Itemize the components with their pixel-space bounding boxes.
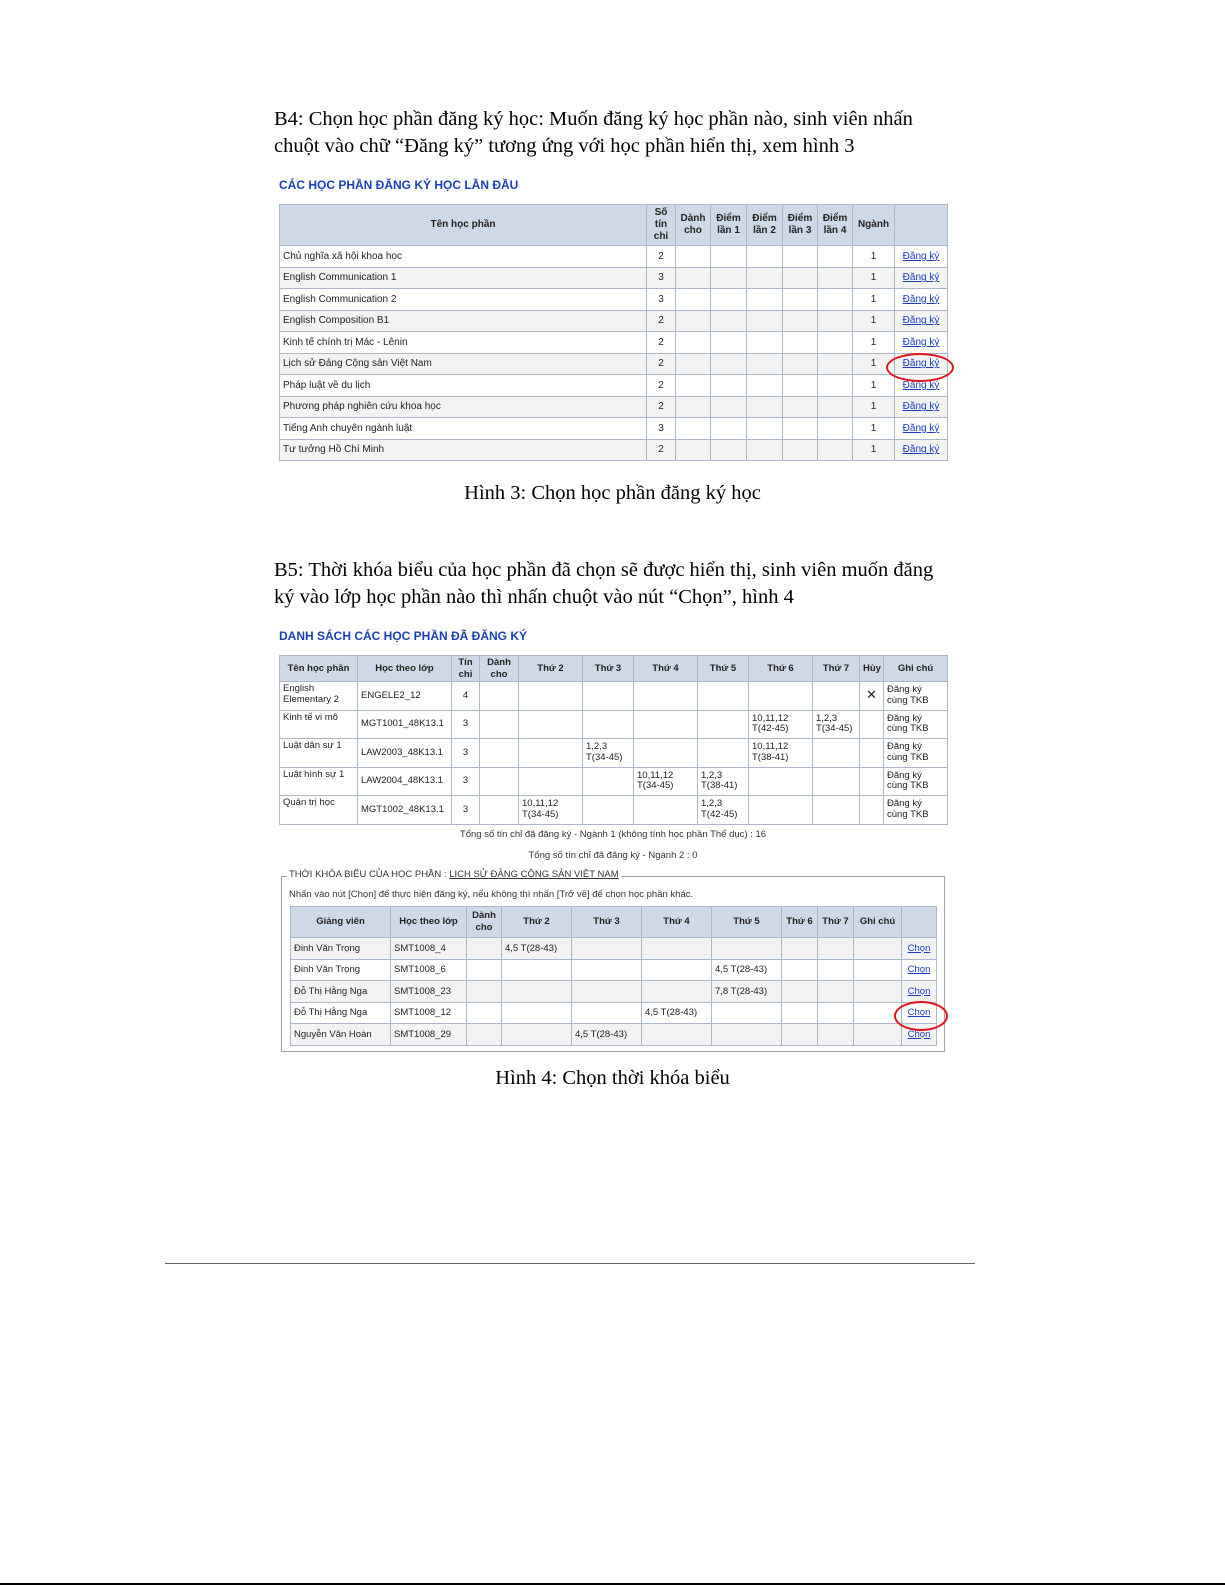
- empty-cell: [747, 418, 783, 440]
- table-header-row: [291, 907, 937, 938]
- day-cell-sat: [813, 767, 860, 796]
- schedule-legend: [287, 869, 621, 880]
- day-cell-thu: [712, 938, 782, 960]
- day-cell-tue: [572, 959, 642, 981]
- schedule-table: [290, 906, 937, 1046]
- day-cell-tue: 4,5 T(28-43): [572, 1024, 642, 1046]
- day-cell-thu: [698, 682, 749, 711]
- course-name-cell: English Communication 1: [280, 267, 647, 289]
- action-cell: [895, 267, 948, 289]
- lecturer-cell: Đinh Văn Trọng: [291, 959, 391, 981]
- day-cell-thu: 7,8 T(28-43): [712, 981, 782, 1003]
- credits-cell: 2: [647, 375, 676, 397]
- register-link[interactable]: Đăng ký: [902, 401, 940, 413]
- for-cell: [480, 796, 519, 825]
- course-name-cell: Luật hình sự 1: [280, 767, 358, 796]
- empty-cell: [676, 396, 711, 418]
- table-header-row: [280, 656, 948, 682]
- col-score-4: Điểm lần 4: [818, 205, 853, 246]
- choose-link[interactable]: Chọn: [907, 964, 931, 976]
- empty-cell: [854, 959, 902, 981]
- empty-cell: [783, 439, 818, 461]
- course-name-cell: Phương pháp nghiên cứu khoa học: [280, 396, 647, 418]
- day-cell-fri: 10,11,12 T(38-41): [749, 739, 813, 768]
- choose-link[interactable]: Chọn: [907, 1028, 931, 1040]
- step5-paragraph: [274, 557, 954, 611]
- table-row: [280, 418, 948, 440]
- empty-cell: [818, 396, 853, 418]
- note-cell: Đăng ký cùng TKB: [884, 767, 948, 796]
- major-cell: 1: [853, 246, 895, 268]
- day-cell-sat: [813, 739, 860, 768]
- major-cell: 1: [853, 375, 895, 397]
- action-cell: [895, 353, 948, 375]
- credits-cell: 2: [647, 332, 676, 354]
- empty-cell: [711, 375, 747, 397]
- for-cell: [480, 710, 519, 739]
- cancel-icon[interactable]: ✕: [866, 686, 877, 702]
- table-row: [280, 246, 948, 268]
- empty-cell: [818, 289, 853, 311]
- table-row: [280, 439, 948, 461]
- empty-cell: [783, 267, 818, 289]
- register-link[interactable]: Đăng ký: [902, 315, 940, 327]
- class-cell: SMT1008_4: [391, 938, 467, 960]
- empty-cell: [818, 1024, 854, 1046]
- col-lecturer: Giảng viên: [291, 907, 391, 938]
- empty-cell: [747, 396, 783, 418]
- col-action: [895, 205, 948, 246]
- col-cancel: Hủy: [860, 656, 884, 682]
- empty-cell: [818, 246, 853, 268]
- col-thursday: Thứ 5: [712, 907, 782, 938]
- empty-cell: [782, 1002, 818, 1024]
- empty-cell: [711, 418, 747, 440]
- empty-cell: [782, 981, 818, 1003]
- credits-cell: 3: [452, 739, 480, 768]
- empty-cell: [818, 353, 853, 375]
- day-cell-wed: 10,11,12 T(34-45): [634, 767, 698, 796]
- empty-cell: [783, 310, 818, 332]
- for-cell: [480, 739, 519, 768]
- col-note: Ghi chú: [884, 656, 948, 682]
- empty-cell: [676, 267, 711, 289]
- col-saturday: Thứ 7: [813, 656, 860, 682]
- action-cell: [895, 396, 948, 418]
- empty-cell: [711, 332, 747, 354]
- cancel-cell: [860, 739, 884, 768]
- action-cell: [902, 981, 937, 1003]
- day-cell-thu: 1,2,3 T(38-41): [698, 767, 749, 796]
- class-cell: MGT1002_48K13.1: [358, 796, 452, 825]
- day-cell-wed: [642, 959, 712, 981]
- empty-cell: [747, 289, 783, 311]
- for-cell: [480, 682, 519, 711]
- note-cell: Đăng ký cùng TKB: [884, 739, 948, 768]
- choose-link[interactable]: Chọn: [907, 942, 931, 954]
- empty-cell: [747, 310, 783, 332]
- note-cell: Đăng ký cùng TKB: [884, 796, 948, 825]
- registered-courses-table: [279, 655, 948, 825]
- action-cell: [902, 1024, 937, 1046]
- empty-cell: [818, 1002, 854, 1024]
- empty-cell: [747, 332, 783, 354]
- class-cell: SMT1008_29: [391, 1024, 467, 1046]
- empty-cell: [711, 396, 747, 418]
- class-cell: ENGELE2_12: [358, 682, 452, 711]
- major-cell: 1: [853, 332, 895, 354]
- credits-cell: 2: [647, 353, 676, 375]
- credits-cell: 3: [647, 418, 676, 440]
- day-cell-tue: [572, 1002, 642, 1024]
- choose-link[interactable]: Chọn: [907, 1007, 931, 1019]
- col-friday: Thứ 6: [749, 656, 813, 682]
- major-cell: 1: [853, 439, 895, 461]
- day-cell-mon: [519, 710, 583, 739]
- day-cell-tue: [583, 796, 634, 825]
- empty-cell: [783, 289, 818, 311]
- table-row: [280, 353, 948, 375]
- day-cell-tue: [583, 767, 634, 796]
- for-cell: [467, 959, 502, 981]
- lecturer-cell: Nguyễn Văn Hoàn: [291, 1024, 391, 1046]
- credits-cell: 2: [647, 310, 676, 332]
- class-cell: SMT1008_6: [391, 959, 467, 981]
- day-cell-mon: [502, 959, 572, 981]
- total-credits-major1: Tổng số tín chỉ đã đăng ký - Ngành 1 (không tính học phần Thể dục) : 16: [459, 829, 767, 840]
- schedule-legend-prefix: THỜI KHÓA BIỂU CỦA HỌC PHẦN :: [289, 869, 450, 880]
- action-cell: [895, 332, 948, 354]
- col-tuesday: Thứ 3: [583, 656, 634, 682]
- table-row: [280, 375, 948, 397]
- table-row: [280, 289, 948, 311]
- register-link[interactable]: Đăng ký: [902, 379, 940, 391]
- empty-cell: [783, 418, 818, 440]
- col-credits: Số tín chỉ: [647, 205, 676, 246]
- col-for: Dành cho: [467, 907, 502, 938]
- table-row: [280, 332, 948, 354]
- col-for: Dành cho: [676, 205, 711, 246]
- empty-cell: [747, 267, 783, 289]
- empty-cell: [854, 1024, 902, 1046]
- empty-cell: [782, 938, 818, 960]
- empty-cell: [711, 310, 747, 332]
- col-for: Dành cho: [480, 656, 519, 682]
- day-cell-wed: [634, 710, 698, 739]
- empty-cell: [818, 418, 853, 440]
- day-cell-wed: 4,5 T(28-43): [642, 1002, 712, 1024]
- empty-cell: [747, 353, 783, 375]
- credits-cell: 3: [452, 710, 480, 739]
- step4-line2: chuột vào chữ “Đăng ký” tương ứng với học phần hiển thị, xem hình 3: [274, 135, 855, 157]
- step4-paragraph: [274, 106, 954, 160]
- figure3-title: CÁC HỌC PHẦN ĐĂNG KÝ HỌC LẦN ĐẦU: [279, 178, 519, 192]
- col-course-name: Tên học phần: [280, 205, 647, 246]
- day-cell-sat: 1,2,3 T(34-45): [813, 710, 860, 739]
- empty-cell: [676, 289, 711, 311]
- cancel-cell: [860, 767, 884, 796]
- table-row: [280, 710, 948, 739]
- lecturer-cell: Đỗ Thị Hằng Nga: [291, 1002, 391, 1024]
- empty-cell: [747, 375, 783, 397]
- footer-divider: [165, 1263, 975, 1264]
- major-cell: 1: [853, 289, 895, 311]
- col-thursday: Thứ 5: [698, 656, 749, 682]
- col-score-2: Điểm lần 2: [747, 205, 783, 246]
- note-cell: Đăng ký cùng TKB: [884, 710, 948, 739]
- day-cell-sat: [813, 796, 860, 825]
- step5-line1: B5: Thời khóa biểu của học phần đã chọn sẽ được hiển thị, sinh viên muốn đăng: [274, 559, 934, 581]
- day-cell-tue: [583, 710, 634, 739]
- course-name-cell: Luật dân sự 1: [280, 739, 358, 768]
- col-class: Học theo lớp: [391, 907, 467, 938]
- empty-cell: [854, 1002, 902, 1024]
- col-credits: Tín chỉ: [452, 656, 480, 682]
- credits-cell: 2: [647, 246, 676, 268]
- table-row: [280, 310, 948, 332]
- empty-cell: [747, 439, 783, 461]
- empty-cell: [818, 439, 853, 461]
- total-credits-major2: Tổng số tín chỉ đã đăng ký - Ngành 2 : 0: [528, 850, 698, 861]
- col-tuesday: Thứ 3: [572, 907, 642, 938]
- action-cell: [895, 439, 948, 461]
- for-cell: [480, 767, 519, 796]
- course-name-cell: English Elementary 2: [280, 682, 358, 711]
- credits-cell: 3: [452, 796, 480, 825]
- step5-line2: ký vào lớp học phần nào thì nhấn chuột vào nút “Chọn”, hình 4: [274, 586, 794, 608]
- empty-cell: [782, 959, 818, 981]
- day-cell-thu: [698, 710, 749, 739]
- register-link[interactable]: Đăng ký: [902, 336, 940, 348]
- schedule-hint: Nhấn vào nút [Chọn] để thực hiện đăng ký, nếu không thì nhấn [Trở về] để chọn học phần khác.: [289, 889, 694, 900]
- empty-cell: [711, 289, 747, 311]
- day-cell-mon: [519, 739, 583, 768]
- table-row: [291, 1002, 937, 1024]
- action-cell: [895, 418, 948, 440]
- action-cell: [895, 289, 948, 311]
- for-cell: [467, 938, 502, 960]
- course-name-cell: English Composition B1: [280, 310, 647, 332]
- day-cell-tue: [583, 682, 634, 711]
- day-cell-sat: [813, 682, 860, 711]
- day-cell-mon: 10,11,12 T(34-45): [519, 796, 583, 825]
- register-link[interactable]: Đăng ký: [902, 250, 940, 262]
- credits-cell: 3: [647, 289, 676, 311]
- col-wednesday: Thứ 4: [642, 907, 712, 938]
- table-row: [280, 267, 948, 289]
- class-cell: LAW2004_48K13.1: [358, 767, 452, 796]
- course-name-cell: Kinh tế vi mô: [280, 710, 358, 739]
- table-row: [291, 1024, 937, 1046]
- empty-cell: [747, 246, 783, 268]
- empty-cell: [676, 353, 711, 375]
- empty-cell: [676, 375, 711, 397]
- for-cell: [467, 981, 502, 1003]
- note-cell: Đăng ký cùng TKB: [884, 682, 948, 711]
- day-cell-fri: [749, 767, 813, 796]
- col-action: [902, 907, 937, 938]
- day-cell-thu: 1,2,3 T(42-45): [698, 796, 749, 825]
- cancel-cell: [860, 710, 884, 739]
- class-cell: SMT1008_23: [391, 981, 467, 1003]
- credits-cell: 3: [452, 767, 480, 796]
- lecturer-cell: Đinh Văn Trọng: [291, 938, 391, 960]
- day-cell-wed: [642, 938, 712, 960]
- empty-cell: [676, 418, 711, 440]
- day-cell-wed: [634, 739, 698, 768]
- col-monday: Thứ 2: [519, 656, 583, 682]
- credits-cell: 2: [647, 396, 676, 418]
- table-header-row: [280, 205, 948, 246]
- empty-cell: [783, 332, 818, 354]
- lecturer-cell: Đỗ Thị Hằng Nga: [291, 981, 391, 1003]
- schedule-course-name: LỊCH SỬ ĐẢNG CỘNG SẢN VIỆT NAM: [449, 869, 619, 880]
- course-name-cell: Kinh tế chính trị Mác - Lênin: [280, 332, 647, 354]
- day-cell-wed: [634, 796, 698, 825]
- for-cell: [467, 1024, 502, 1046]
- empty-cell: [783, 353, 818, 375]
- credits-cell: 2: [647, 439, 676, 461]
- day-cell-mon: [502, 1002, 572, 1024]
- col-major: Ngành: [853, 205, 895, 246]
- day-cell-thu: [712, 1024, 782, 1046]
- day-cell-tue: [572, 981, 642, 1003]
- table-row: [280, 796, 948, 825]
- register-link[interactable]: Đăng ký: [902, 272, 940, 284]
- day-cell-mon: [519, 767, 583, 796]
- step4-line1: B4: Chọn học phần đăng ký học: Muốn đăng ký học phần nào, sinh viên nhấn: [274, 108, 913, 130]
- course-name-cell: English Communication 2: [280, 289, 647, 311]
- major-cell: 1: [853, 353, 895, 375]
- col-score-1: Điểm lần 1: [711, 205, 747, 246]
- empty-cell: [854, 938, 902, 960]
- day-cell-thu: [712, 1002, 782, 1024]
- empty-cell: [783, 246, 818, 268]
- table-row: [280, 767, 948, 796]
- day-cell-tue: 1,2,3 T(34-45): [583, 739, 634, 768]
- register-link[interactable]: Đăng ký: [902, 293, 940, 305]
- figure3-caption: Hình 3: Chọn học phần đăng ký học: [464, 482, 761, 504]
- col-note: Ghi chú: [854, 907, 902, 938]
- empty-cell: [782, 1024, 818, 1046]
- table-row: [291, 959, 937, 981]
- day-cell-wed: [642, 981, 712, 1003]
- action-cell: [895, 246, 948, 268]
- for-cell: [467, 1002, 502, 1024]
- empty-cell: [818, 981, 854, 1003]
- empty-cell: [818, 938, 854, 960]
- empty-cell: [783, 396, 818, 418]
- registered-courses-title: DANH SÁCH CÁC HỌC PHẦN ĐÃ ĐĂNG KÝ: [279, 629, 528, 643]
- figure4-caption: Hình 4: Chọn thời khóa biểu: [495, 1067, 730, 1089]
- register-link[interactable]: Đăng ký: [902, 422, 940, 434]
- empty-cell: [818, 267, 853, 289]
- empty-cell: [711, 353, 747, 375]
- empty-cell: [676, 310, 711, 332]
- course-name-cell: Quản trị học: [280, 796, 358, 825]
- col-score-3: Điểm lần 3: [783, 205, 818, 246]
- day-cell-wed: [634, 682, 698, 711]
- course-registration-table: [279, 204, 948, 461]
- credits-cell: 3: [647, 267, 676, 289]
- col-monday: Thứ 2: [502, 907, 572, 938]
- empty-cell: [818, 959, 854, 981]
- day-cell-mon: 4,5 T(28-43): [502, 938, 572, 960]
- major-cell: 1: [853, 267, 895, 289]
- choose-link[interactable]: Chọn: [907, 985, 931, 997]
- day-cell-fri: [749, 796, 813, 825]
- class-cell: SMT1008_12: [391, 1002, 467, 1024]
- day-cell-fri: 10,11,12 T(42-45): [749, 710, 813, 739]
- register-link[interactable]: Đăng ký: [902, 358, 940, 370]
- empty-cell: [711, 246, 747, 268]
- cancel-cell: [860, 682, 884, 711]
- register-link[interactable]: Đăng ký: [902, 444, 940, 456]
- course-name-cell: Tư tưởng Hồ Chí Minh: [280, 439, 647, 461]
- course-name-cell: Tiếng Anh chuyên ngành luật: [280, 418, 647, 440]
- day-cell-mon: [519, 682, 583, 711]
- action-cell: [895, 310, 948, 332]
- empty-cell: [818, 332, 853, 354]
- col-course-name: Tên học phần: [280, 656, 358, 682]
- col-wednesday: Thứ 4: [634, 656, 698, 682]
- table-row: [280, 739, 948, 768]
- empty-cell: [711, 439, 747, 461]
- empty-cell: [676, 246, 711, 268]
- credits-cell: 4: [452, 682, 480, 711]
- empty-cell: [711, 267, 747, 289]
- action-cell: [902, 1002, 937, 1024]
- empty-cell: [676, 332, 711, 354]
- day-cell-mon: [502, 981, 572, 1003]
- day-cell-mon: [502, 1024, 572, 1046]
- major-cell: 1: [853, 418, 895, 440]
- empty-cell: [676, 439, 711, 461]
- col-saturday: Thứ 7: [818, 907, 854, 938]
- empty-cell: [818, 375, 853, 397]
- day-cell-thu: [698, 739, 749, 768]
- table-row: [291, 938, 937, 960]
- day-cell-wed: [642, 1024, 712, 1046]
- major-cell: 1: [853, 310, 895, 332]
- table-row: [291, 981, 937, 1003]
- cancel-cell: [860, 796, 884, 825]
- course-name-cell: Lịch sử Đảng Cộng sản Việt Nam: [280, 353, 647, 375]
- col-class: Học theo lớp: [358, 656, 452, 682]
- major-cell: 1: [853, 396, 895, 418]
- day-cell-thu: 4,5 T(28-43): [712, 959, 782, 981]
- table-row: [280, 396, 948, 418]
- class-cell: LAW2003_48K13.1: [358, 739, 452, 768]
- class-cell: MGT1001_48K13.1: [358, 710, 452, 739]
- table-row: [280, 682, 948, 711]
- action-cell: [902, 959, 937, 981]
- action-cell: [902, 938, 937, 960]
- course-name-cell: Chủ nghĩa xã hội khoa học: [280, 246, 647, 268]
- empty-cell: [854, 981, 902, 1003]
- empty-cell: [783, 375, 818, 397]
- col-friday: Thứ 6: [782, 907, 818, 938]
- empty-cell: [818, 310, 853, 332]
- course-name-cell: Pháp luật về du lịch: [280, 375, 647, 397]
- action-cell: [895, 375, 948, 397]
- day-cell-fri: [749, 682, 813, 711]
- day-cell-tue: [572, 938, 642, 960]
